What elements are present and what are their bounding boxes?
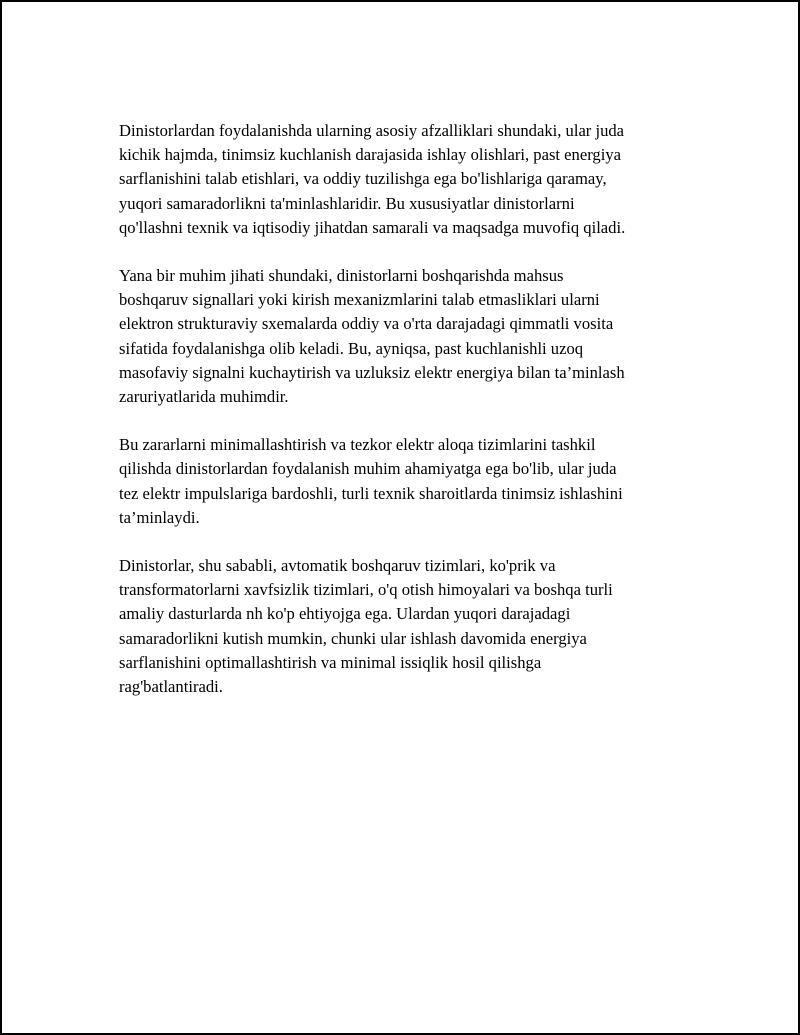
- paragraph-line: Dinistorlardan foydalanishda ularning asosiy afzalliklari shundaki, ular juda: [119, 121, 625, 140]
- paragraph-line: sifatida foydalanishga olib keladi. Bu, ayniqsa, past kuchlanishli uzoq: [119, 338, 584, 358]
- paragraph-1: [119, 119, 694, 240]
- paragraph-line: sarflanishini talab etishlari, va oddiy tuzilishga ega bo'lishlariga qaramay,: [119, 169, 607, 189]
- paragraph-line: samaradorlikni kutish mumkin, chunki ular ishlash davomida energiya: [119, 628, 587, 648]
- paragraph-line: elektron strukturaviy sxemalarda oddiy va o'rta darajadagi qimmatli vosita: [119, 314, 614, 334]
- paragraph-line: transformatorlarni xavfsizlik tizimlari, o'q otish himoyalari va boshqa turli: [119, 580, 613, 600]
- paragraph-line: tez elektr impulslariga bardoshli, turli texnik sharoitlarda tinimsiz ishlashini: [119, 483, 623, 503]
- paragraph-line: Bu zararlarni minimallashtirish va tezkor elektr aloqa tizimlarini tashkil: [119, 435, 596, 455]
- paragraph-line: Yana bir muhim jihati shundaki, dinistorlarni boshqarishda mahsus: [119, 266, 564, 286]
- paragraph-line: boshqaruv signallari yoki kirish mexanizmlarini talab etmasliklari ularni: [119, 290, 600, 310]
- document-body: [119, 119, 694, 723]
- paragraph-line: kichik hajmda, tinimsiz kuchlanish darajasida ishlay olishlari, past energiya: [119, 145, 621, 165]
- paragraph-line: qo'llashni texnik va iqtisodiy jihatdan samarali va maqsadga muvofiq qiladi.: [119, 217, 626, 237]
- paragraph-line: rag'batlantiradi.: [119, 677, 223, 697]
- paragraph-line: ta’minlaydi.: [119, 507, 200, 527]
- paragraph-line: yuqori samaradorlikni ta'minlashlaridir. Bu xususiyatlar dinistorlarni: [119, 193, 575, 213]
- paragraph-line: qilishda dinistorlardan foydalanish muhim ahamiyatga ega bo'lib, ular juda: [119, 459, 617, 479]
- paragraph-line: amaliy dasturlarda nh ko'p ehtiyojga ega. Ulardan yuqori darajadagi: [119, 604, 571, 624]
- paragraph-3: [119, 433, 694, 530]
- paragraph-2: [119, 264, 694, 409]
- paragraph-line: zaruriyatlarida muhimdir.: [119, 387, 289, 407]
- paragraph-line: masofaviy signalni kuchaytirish va uzluksiz elektr energiya bilan ta’minlash: [119, 362, 625, 382]
- paragraph-line: Dinistorlar, shu sababli, avtomatik boshqaruv tizimlari, ko'prik va: [119, 556, 556, 576]
- paragraph-line: sarflanishini optimallashtirish va minimal issiqlik hosil qilishga: [119, 652, 542, 672]
- paragraph-4: [119, 554, 694, 699]
